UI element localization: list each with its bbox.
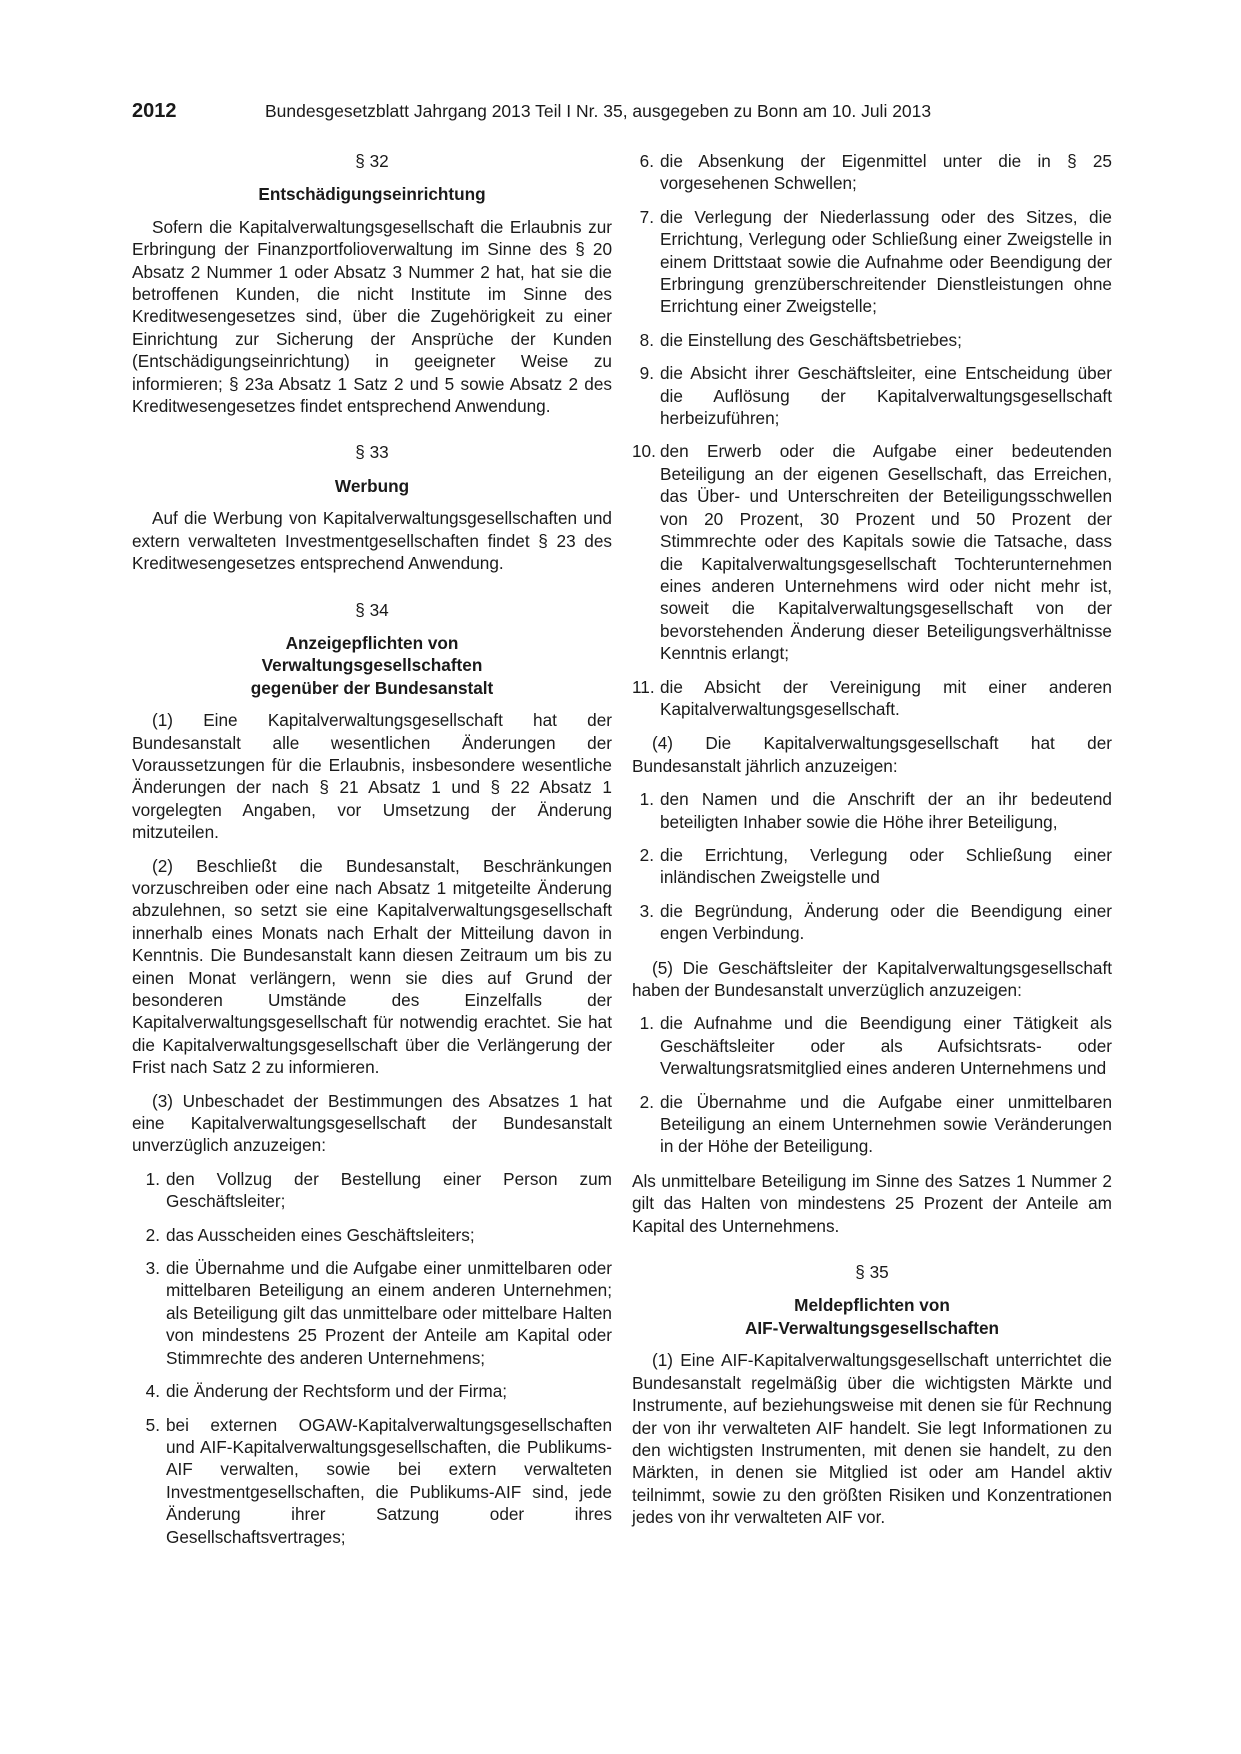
list-number: 4. — [145, 1381, 160, 1402]
list-item — [632, 844, 1112, 889]
section-title-line: gegenüber der Bundesanstalt — [250, 677, 494, 698]
section-title — [632, 1294, 1112, 1339]
list-item — [632, 1012, 1112, 1079]
section-title-line: Meldepflichten von — [794, 1295, 950, 1316]
list-text: die Änderung der Rechtsform und der Firma; — [166, 1381, 508, 1402]
section-title-line: Anzeigepflichten von — [285, 632, 459, 653]
list-text: die Aufnahme und die Beendigung einer Tätigkeit als Geschäftsleiter oder als Aufsichtsrats- oder Verwaltungsratsmitglied eines anderen Unternehmens und — [660, 1013, 1112, 1079]
list-item — [132, 1257, 612, 1369]
section-33 — [132, 441, 612, 574]
section-text: Sofern die Kapitalverwaltungsgesellschaft die Erlaubnis zur Erbringung der Finanzportfolioverwaltung im Sinne des § 20 Absatz 2 Nummer 1 oder Absatz 3 Nummer 2 hat, hat sie die betroffenen Kunden, die nicht Institute im Sinne des Kreditwesengesetzes sind, über die Zugehörigkeit zu einer Einrichtung zur Sicherung der Ansprüche der Kunden (Entschädigungseinrichtung) in geeigneter Weise zu informieren; § 23a Absatz 1 Satz 2 und 5 sowie Absatz 2 des Kreditwesengesetzes findet entsprechend Anwendung. — [132, 216, 612, 417]
list-item — [132, 1414, 612, 1548]
list-text: bei externen OGAW-Kapitalverwaltungsgesellschaften und AIF-Kapitalverwaltungsgesellschaften, die Publikums-AIF verwalten, sowie bei extern verwalteten Investmentgesellschaften, die Publikums-AIF sind, jede Änderung ihrer Satzung oder ihres Gesellschaftsvertrages; — [166, 1414, 612, 1547]
list-text: den Vollzug der Bestellung einer Person zum Geschäftsleiter; — [166, 1168, 612, 1212]
list-item — [632, 900, 1112, 945]
section-number: § 34 — [355, 599, 389, 620]
section-text: Auf die Werbung von Kapitalverwaltungsgesellschaften und extern verwalteten Investmentgesellschaften findet § 23 des Kreditwesengesetzes entsprechend Anwendung. — [132, 508, 612, 574]
list-text: die Absicht ihrer Geschäftsleiter, eine Entscheidung über die Auflösung der Kapitalverwaltungsgesellschaft herbeizuführen; — [660, 363, 1112, 429]
list-item — [632, 440, 1112, 664]
list-number: 8. — [639, 329, 654, 350]
list-text: die Einstellung des Geschäftsbetriebes; — [660, 329, 962, 350]
list-number: 11. — [632, 676, 655, 697]
page-number: 2012 — [132, 100, 177, 122]
list-number: 3. — [639, 900, 654, 921]
list-text: den Erwerb oder die Aufgabe einer bedeutenden Beteiligung an der eigenen Gesellschaft, das Erreichen, das Über- und Unterschreiten der Beteiligungsschwellen von 20 Prozent, 30 Prozent und 50 Prozent der Stimmrechte oder des Kapitals sowie die Tatsache, dass die Kapitalverwaltungsgesellschaft Tochterunternehmen eines anderen Unternehmens wird oder nicht mehr ist, soweit die Kapitalverwaltungsgesellschaft von der bevorstehenden Änderung dieser Beteiligungsverhältnisse Kenntnis erlangt; — [660, 441, 1112, 664]
list-text: die Begründung, Änderung oder die Beendigung einer engen Verbindung. — [660, 900, 1112, 944]
list-item — [632, 362, 1112, 429]
list-number: 1. — [145, 1168, 160, 1189]
paragraph-5: (5) Die Geschäftsleiter der Kapitalverwaltungsgesellschaft haben der Bundesanstalt unverzüglich anzuzeigen: — [632, 957, 1112, 1000]
list-item — [632, 1091, 1112, 1158]
list-item — [632, 329, 1112, 351]
section-32 — [132, 150, 612, 417]
paragraph-3-list — [132, 1168, 612, 1548]
paragraph-5-tail: Als unmittelbare Beteiligung im Sinne des Satzes 1 Nummer 2 gilt das Halten von mindestens 25 Prozent der Anteile am Kapital des Unternehmens. — [632, 1170, 1112, 1236]
list-number: 5. — [145, 1414, 160, 1435]
list-item — [632, 788, 1112, 833]
list-number: 6. — [639, 151, 654, 171]
list-number: 7. — [639, 206, 654, 227]
paragraph-1: (1) Eine AIF-Kapitalverwaltungsgesellschaft unterrichtet die Bundesanstalt regelmäßig über die wichtigsten Märkte und Instrumente, auf beziehungsweise mit denen sie für Rechnung der von ihr verwalteten AIF handelt. Sie legt Informationen zu den wichtigsten Instrumenten, mit denen sie handelt, zu den Märkten, in denen sie Mitglied ist oder am Handel aktiv teilnimmt, sowie zu den größten Risiken und Konzentrationen jedes von ihr verwalteten AIF vor. — [632, 1350, 1112, 1528]
section-title-line: AIF-Verwaltungsgesellschaften — [744, 1317, 1000, 1338]
section-number: § 32 — [355, 151, 389, 171]
paragraph-4: (4) Die Kapitalverwaltungsgesellschaft hat der Bundesanstalt jährlich anzuzeigen: — [632, 733, 1112, 776]
list-item — [132, 1380, 612, 1402]
list-item — [632, 676, 1112, 721]
paragraph-2: (2) Beschließt die Bundesanstalt, Beschränkungen vorzuschreiben oder eine nach Absatz 1 mitgeteilte Änderung abzulehnen, so setzt sie eine Kapitalverwaltungsgesellschaft innerhalb eines Monats nach Erhalt der Mitteilung davon in Kenntnis. Die Bundesanstalt kann diesen Zeitraum um bis zu einen Monat verlängern, wenn sie dies auf Grund der besonderen Umstände des Einzelfalls der Kapitalverwaltungsgesellschaft für notwendig erachtet. Sie hat die Kapitalverwaltungsgesellschaft über die Verlängerung der Frist nach Satz 2 zu informieren. — [132, 855, 612, 1078]
list-text: die Übernahme und die Aufgabe einer unmittelbaren Beteiligung an einem Unternehmen sowie Veränderungen in der Höhe der Beteiligung. — [660, 1091, 1112, 1157]
paragraph-1: (1) Eine Kapitalverwaltungsgesellschaft hat der Bundesanstalt alle wesentlichen Änderungen der Voraussetzungen für die Erlaubnis, insbesondere wesentliche Änderungen der nach § 21 Absatz 1 und § 22 Absatz 1 vorgelegten Angaben, vor Umsetzung der Änderung mitzuteilen. — [132, 710, 612, 843]
list-item — [632, 206, 1112, 318]
list-text: die Errichtung, Verlegung oder Schließung einer inländischen Zweigstelle und — [660, 844, 1112, 888]
left-column — [132, 150, 612, 1548]
list-text: die Absicht der Vereinigung mit einer anderen Kapitalverwaltungsgesellschaft. — [660, 676, 1112, 719]
section-number: § 35 — [855, 1262, 889, 1283]
page-header — [132, 100, 1112, 126]
list-text: das Ausscheiden eines Geschäftsleiters; — [166, 1224, 475, 1245]
running-head: Bundesgesetzblatt Jahrgang 2013 Teil I Nr. 35, ausgegeben zu Bonn am 10. Juli 2013 — [265, 101, 932, 121]
list-number: 2. — [639, 1091, 654, 1112]
list-number: 9. — [639, 363, 654, 384]
paragraph-5-list — [632, 1012, 1112, 1157]
list-number: 2. — [639, 844, 654, 865]
section-34 — [132, 599, 612, 1548]
list-text: die Absenkung der Eigenmittel unter die in § 25 vorgesehenen Schwellen; — [660, 151, 1112, 194]
list-number: 1. — [639, 1013, 654, 1034]
list-item — [132, 1224, 612, 1246]
right-column — [632, 150, 1112, 1529]
list-text: die Verlegung der Niederlassung oder des Sitzes, die Errichtung, Verlegung oder Schließung einer Zweigstelle in einem Drittstaat sowie die Aufnahme oder Beendigung der Erbringung grenzüberschreitender Dienstleistungen ohne Errichtung einer Zweigstelle; — [660, 206, 1112, 317]
list-text: den Namen und die Anschrift der an ihr bedeutend beteiligten Inhaber sowie die Höhe ihrer Beteiligung, — [660, 789, 1112, 832]
section-number: § 33 — [355, 442, 389, 463]
list-number: 2. — [145, 1224, 160, 1245]
section-title: Entschädigungseinrichtung — [258, 184, 486, 205]
list-number: 3. — [145, 1258, 160, 1279]
list-text: die Übernahme und die Aufgabe einer unmittelbaren oder mittelbaren Beteiligung an einem anderen Unternehmen; als Beteiligung gilt das unmittelbare oder mittelbare Halten von mindestens 25 Prozent der Anteile am Kapital oder Stimmrechte des anderen Unternehmens; — [166, 1258, 612, 1368]
section-title: Werbung — [334, 475, 410, 496]
list-item — [632, 150, 1112, 195]
section-35 — [632, 1261, 1112, 1528]
paragraph-4-list — [632, 788, 1112, 944]
list-item — [132, 1168, 612, 1213]
paragraph-3: (3) Unbeschadet der Bestimmungen des Absatzes 1 hat eine Kapitalverwaltungsgesellschaft der Bundesanstalt unverzüglich anzuzeigen: — [132, 1090, 612, 1156]
section-title-line: Verwaltungsgesellschaften — [261, 655, 483, 676]
list-number: 10. — [632, 441, 656, 462]
list-number: 1. — [639, 789, 654, 810]
paragraph-3-list-continued — [632, 150, 1112, 720]
section-title — [132, 632, 612, 699]
